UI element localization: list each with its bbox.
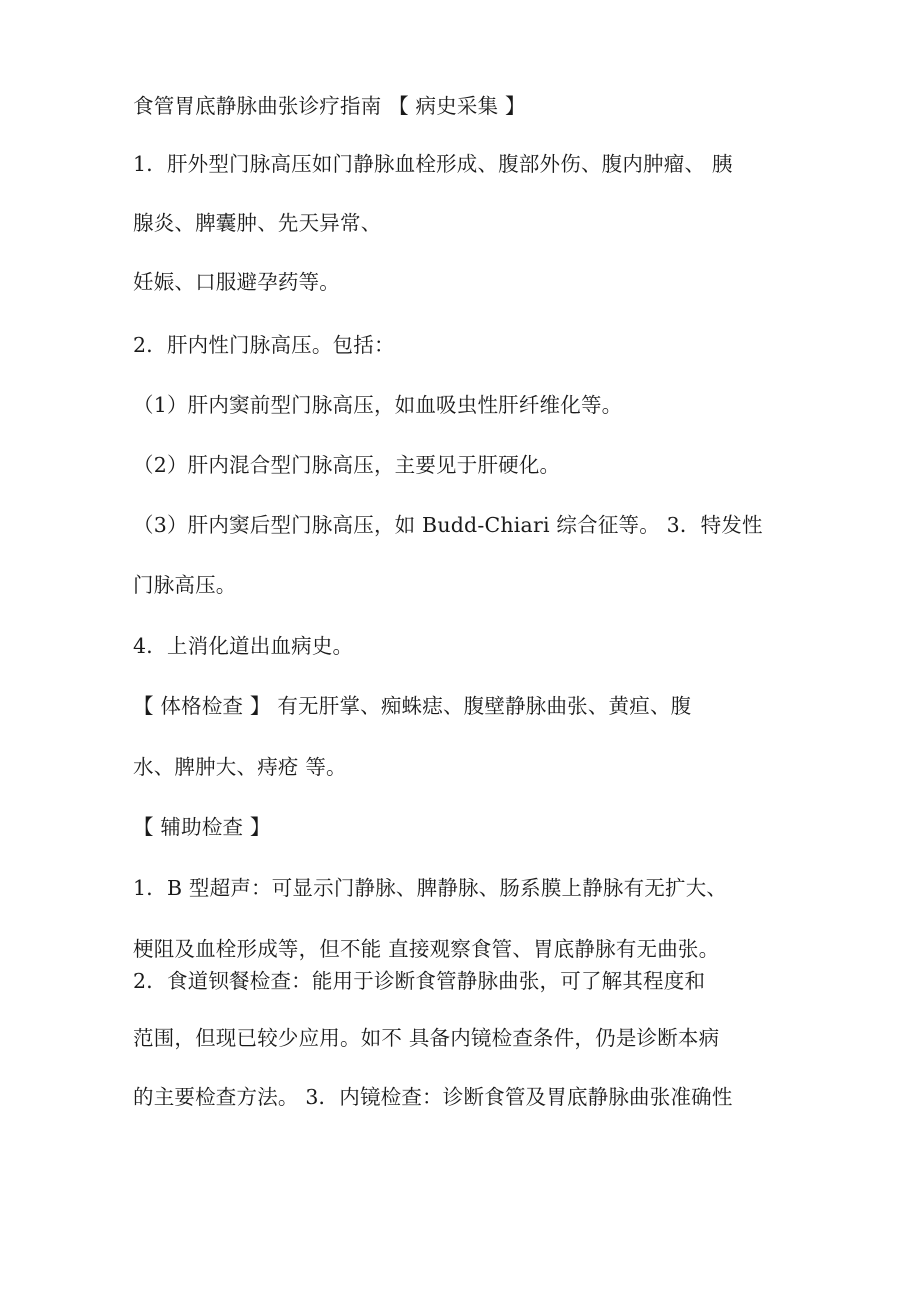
text-line-history-2-3: （3）肝内窦后型门脉高压，如 Budd-Chiari 综合征等。 3．特发性 [133, 513, 763, 537]
text-line-aux-2c: 的主要检查方法。 3．内镜检查：诊断食管及胃底静脉曲张准确性 [133, 1085, 733, 1109]
text-line-history-1b: 腺炎、脾囊肿、先天异常、 [133, 211, 382, 235]
text-line-history-1c: 妊娠、口服避孕药等。 [133, 270, 340, 294]
text-line-history-4: 4．上消化道出血病史。 [133, 634, 354, 658]
text-line-aux-1: 1．B 型超声：可显示门静脉、脾静脉、肠系膜上静脉有无扩大、 [133, 876, 728, 900]
text-line-physical-exam: 【 体格检查 】 有无肝掌、痴蛛痣、腹壁静脉曲张、黄疸、腹 [133, 694, 692, 718]
section-heading-aux-exam: 【 辅助检查 】 [133, 815, 271, 839]
text-line-aux-1b: 梗阻及血栓形成等，但不能 直接观察食管、胃底静脉有无曲张。 [133, 937, 720, 961]
text-line-history-2-2: （2）肝内混合型门脉高压，主要见于肝硬化。 [133, 453, 561, 477]
text-line-history-3: 门脉高压。 [133, 573, 237, 597]
text-line-history-2: 2．肝内性门脉高压。包括： [133, 333, 395, 357]
text-line-aux-2b: 范围，但现已较少应用。如不 具备内镜检查条件，仍是诊断本病 [133, 1026, 720, 1050]
text-line-aux-2: 2．食道钡餐检查：能用于诊断食管静脉曲张，可了解其程度和 [133, 969, 706, 993]
document-title: 食管胃底静脉曲张诊疗指南 【 病史采集 】 [133, 94, 526, 118]
text-line-history-2-1: （1）肝内窦前型门脉高压，如血吸虫性肝纤维化等。 [133, 393, 623, 417]
text-line-history-1: 1．肝外型门脉高压如门静脉血栓形成、腹部外伤、腹内肿瘤、 胰 [133, 152, 733, 176]
text-line-physical-exam-b: 水、脾肿大、痔疮 等。 [133, 755, 347, 779]
